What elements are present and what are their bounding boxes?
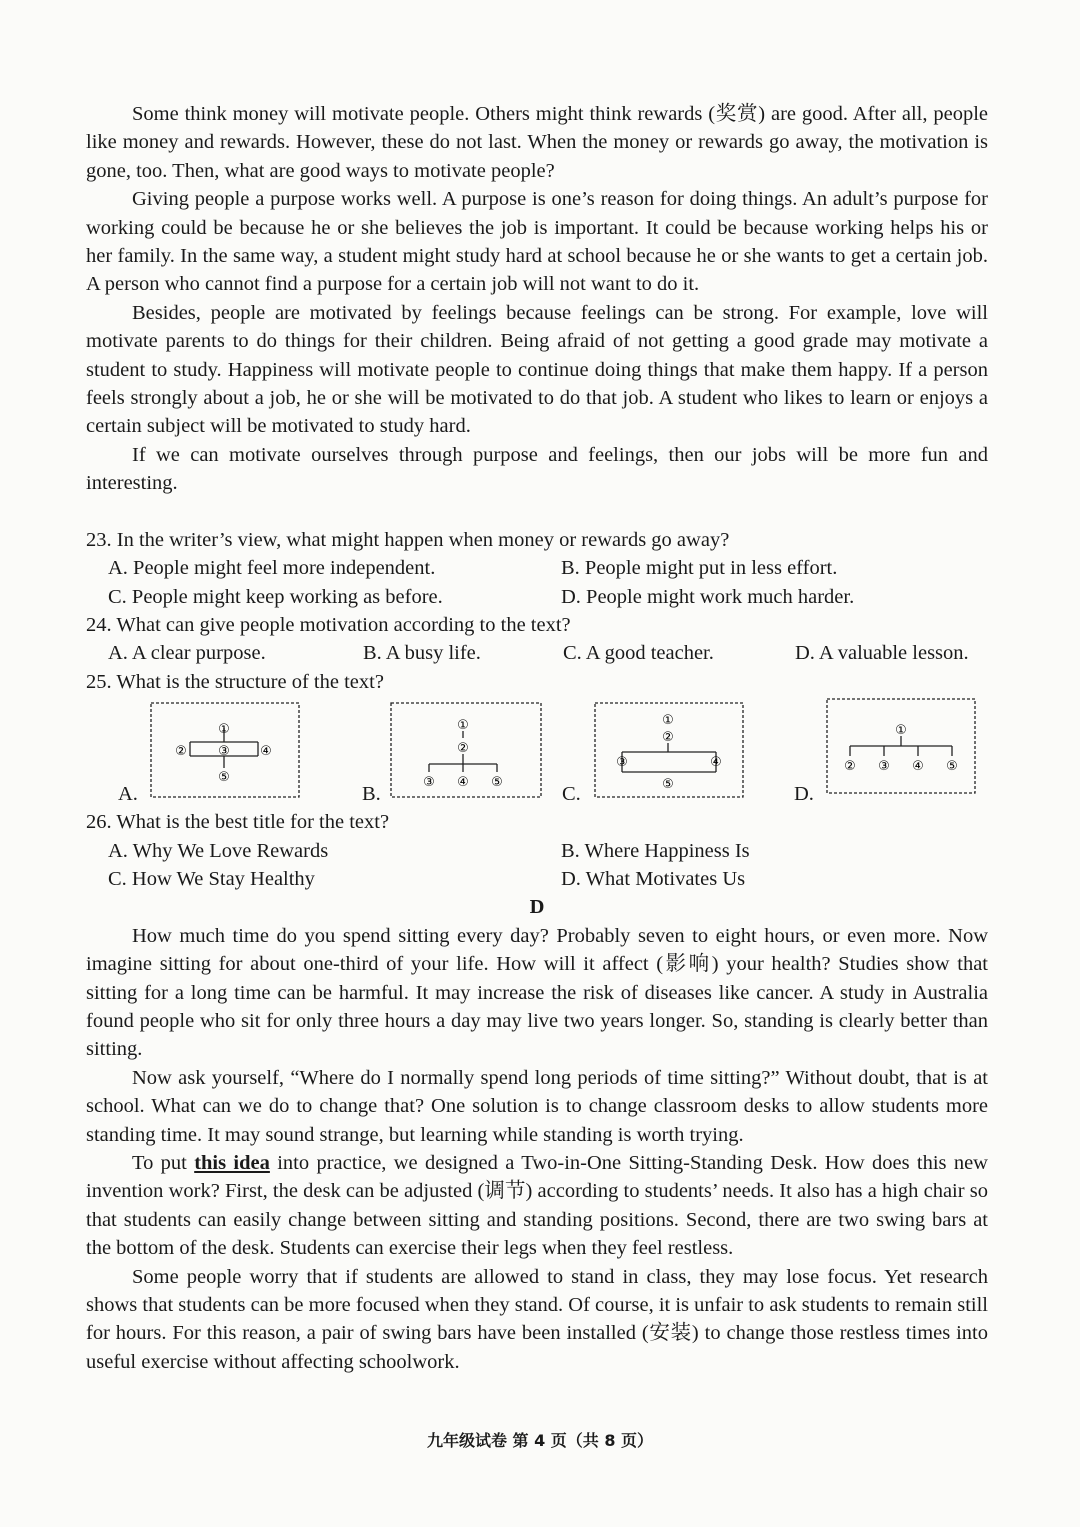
option-c[interactable]: C. A good teacher. [563, 642, 714, 665]
option-a[interactable]: A. A clear purpose. [108, 642, 266, 665]
node-5: ⑤ [218, 770, 230, 786]
question-25-stem: 25. What is the structure of the text? [86, 670, 384, 693]
node-2: ② [662, 730, 674, 746]
text-run: into practice, we designed a Two-in-One Sitting-Standing Desk. How does this new invention work? First, the desk can be adjusted (调节) according to students’ needs. It also has a high chair so that students can easily change between sitting and standing positions. Second, there are two swing bars at the bottom of the desk. Students can exercise their legs when they feel restless. [86, 1152, 988, 1260]
passage-d-paragraph: Some people worry that if students are allowed to stand in class, they may lose focus. Yet research shows that students can be more focused when they stand. Of course, it is unfair to ask students to remain still for hours. For this reason, a pair of swing bars have been installed (安装) to change those restless times into useful exercise without affecting schoolwork. [86, 1265, 988, 1373]
node-1: ① [662, 713, 674, 729]
node-4: ④ [457, 775, 469, 791]
passage-c-paragraph: Giving people a purpose works well. A purpose is one’s reason for doing things. An adult’s purpose for working could be because he or she believes the job is important. It could be because working helps his or her family. In the same way, a student might study hard at school because he or she wants to get a certain job. A person who cannot find a purpose for a certain job will not want to do it. [86, 188, 988, 296]
option-d[interactable]: D. A valuable lesson. [795, 642, 969, 665]
diagram-a-figure [150, 702, 302, 800]
option-b[interactable]: B. Where Happiness Is [561, 839, 750, 862]
passage-c-paragraph: Besides, people are motivated by feelings because feelings can be strong. For example, love will motivate parents to do things for their children. Being afraid of not getting a good grade may motivate a student to study. Happiness will motivate people to continue doing things that make them happy. If a person feels strongly about a job, he or she will be motivated to do that job. A student who likes to learn or enjoys a certain subject will be motivated to study hard. [86, 301, 988, 438]
diagram-b-figure [390, 702, 544, 800]
node-2: ② [175, 744, 187, 760]
node-3: ③ [616, 755, 628, 771]
node-2: ② [844, 759, 856, 775]
exam-page [86, 100, 988, 1376]
option-b[interactable]: B. People might put in less effort. [561, 557, 838, 580]
passage-c-paragraph: Some think money will motivate people. Others might think rewards (奖赏) are good. After all, people like money and rewards. However, these do not last. When the money or rewards go away, the motivation is gone, too. Then, what are good ways to motivate people? [86, 103, 988, 182]
question-23-options [86, 554, 988, 611]
option-a[interactable]: A. People might feel more independent. [108, 557, 436, 580]
option-d[interactable]: D. People might work much harder. [561, 585, 855, 608]
question-23-stem: 23. In the writer’s view, what might happen when money or rewards go away? [86, 528, 730, 551]
structure-diagrams: A. ① ② ③ ④ ⑤ B. ① ② ③ ④ ⑤ C. ① ② ③ ④ ⑤ D. ① ② ③ ④ ⑤ [86, 696, 988, 808]
node-5: ⑤ [662, 777, 674, 793]
option-a[interactable]: A. Why We Love Rewards [108, 839, 329, 862]
passage-d-paragraph [86, 1149, 988, 1263]
page-footer: 九年级试卷 第 4 页（共 8 页） [426, 1431, 654, 1450]
node-1: ① [457, 718, 469, 734]
section-d-heading: D [529, 896, 545, 919]
node-4: ④ [260, 744, 272, 760]
node-4: ④ [912, 759, 924, 775]
node-3: ③ [878, 759, 890, 775]
question-26-stem: 26. What is the best title for the text? [86, 811, 390, 834]
node-1: ① [218, 722, 230, 738]
underlined-phrase: this idea [194, 1152, 270, 1174]
node-4: ④ [710, 755, 722, 771]
diagram-d-figure [826, 698, 978, 796]
text-run: To put [132, 1152, 195, 1174]
diagram-c-figure [594, 702, 746, 800]
node-5: ⑤ [491, 775, 503, 791]
passage-d-paragraph: Now ask yourself, “Where do I normally spend long periods of time sitting?” Without doubt, that is at school. What can we do to change that? One solution is to change classroom desks to allow students more standing time. It may sound strange, but learning while standing is worth trying. [86, 1066, 988, 1146]
question-26-options [86, 837, 988, 894]
option-c[interactable]: C. How We Stay Healthy [108, 867, 315, 890]
question-24-stem: 24. What can give people motivation according to the text? [86, 613, 571, 636]
node-1: ① [895, 723, 907, 739]
node-3: ③ [423, 775, 435, 791]
node-2: ② [457, 741, 469, 757]
passage-c-paragraph: If we can motivate ourselves through purpose and feelings, then our jobs will be more fun and interesting. [86, 443, 988, 495]
node-5: ⑤ [946, 759, 958, 775]
option-c[interactable]: C. People might keep working as before. [108, 585, 443, 608]
passage-d-paragraph: How much time do you spend sitting every day? Probably seven to eight hours, or even more. Now imagine sitting for about one-third of your life. How will it affect (影响) your health? Studies show that sitting for a long time can be harmful. It may increase the risk of diseases like cancer. A study in Australia found people who sit for only three hours a day may live two years longer. So, standing is clearly better than sitting. [86, 924, 988, 1061]
question-24-options [86, 639, 988, 667]
option-d[interactable]: D. What Motivates Us [561, 867, 746, 890]
node-3: ③ [218, 744, 230, 760]
option-b[interactable]: B. A busy life. [363, 642, 481, 665]
